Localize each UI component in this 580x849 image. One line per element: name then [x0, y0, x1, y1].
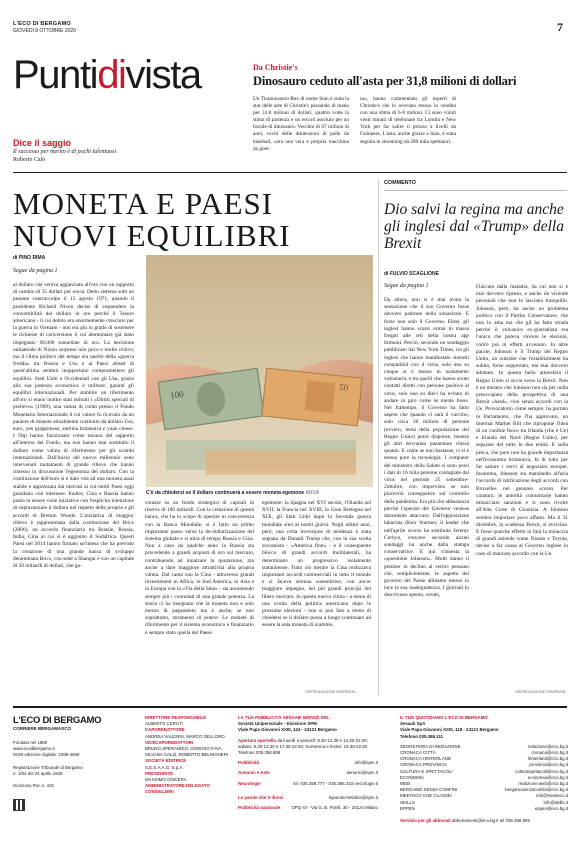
footer-line: ALBERTO CERUTI: [145, 721, 183, 727]
footer-contact-row: CRONACA PROVINCIA provincia@eco.bg.it: [400, 762, 568, 768]
footer-ad-title: LA TUA PUBBLICITÀ SESAAB SERVIZI SRL: [238, 715, 330, 720]
footer-contact-email[interactable]: info@skills.it: [543, 799, 568, 805]
footer-subscribers-email[interactable]: abbonamenti@eco.bg.it tel 035.358.899: [451, 818, 530, 824]
footer-info-left: [13, 740, 123, 811]
saggio-title: Dice il saggio: [13, 138, 72, 148]
commentary-credit: ©RIPRODUZIONE RISERVATA: [515, 690, 566, 694]
footer-contact-email[interactable]: bergamosenzaconfini@eco.bg.it: [505, 787, 568, 793]
footer-newspaper-contacts: [400, 715, 568, 824]
footer-contacts-phone: Telefono 035.386.111: [400, 733, 444, 739]
footer-line: SILVANA CALZI, ROBERTO BELINGHERI: [145, 752, 229, 758]
footer-line: BRUNO SPERANDIO, GIORGIO FAVA: [145, 746, 222, 752]
publication-date: GIOVEDÌ 8 OTTOBRE 2020: [13, 28, 76, 34]
footer-line: Iscrizione Roc n. 432: [13, 783, 54, 789]
footer-contact-row: BERGAMO SENZA CONFINI bergamosenzaconfini@eco.bg.it: [400, 787, 568, 793]
footer-contacts-company: Sesaab SpA: [400, 721, 426, 727]
footer-line: VICECAPOREDATTORI: [145, 739, 194, 745]
footer-contact-email[interactable]: culturaspettacoli@eco.bg.it: [515, 768, 568, 774]
footer-ad-email[interactable]: leparolechetidirei@spm.it: [328, 794, 378, 800]
footer-advertising: [238, 715, 378, 811]
footer-ad-row: Pubblicità info@spm.it: [238, 760, 378, 766]
christie-kicker: Da Christie's: [253, 63, 298, 72]
footer-staff: [145, 715, 230, 796]
footer-contact-email[interactable]: provincia@eco.bg.it: [529, 762, 568, 768]
christie-headline: Dinosauro ceduto all'asta per 31,8 milioni di dollari: [253, 74, 517, 88]
main-headline: MONETA E PAESI NUOVI EQUILIBRI: [13, 186, 291, 253]
footer-website-link[interactable]: www.ecodibergamo.it: [13, 746, 55, 752]
footer-contact-row: MEETECO CHE CLASSE! info@meeteco.it: [400, 793, 568, 799]
footer-ad-address: Viale Papa Giovanni XXIII, 124 - 24121 Bergamo: [238, 727, 337, 733]
footer-contact-row: CRONACA CITTÀ cronaca@eco.bg.it: [400, 750, 568, 756]
footer-contact-row: ECONOMIA economia@eco.bg.it: [400, 774, 568, 780]
footer-contacts-title: IL TUO QUOTIDIANO L'ECO DI BERGAMO: [400, 715, 488, 720]
footer-divider: [13, 706, 567, 708]
footer-ad-company: Società Unipersonale - Divisione SPM: [238, 721, 317, 727]
footer-subscribers: Servizio per gli abbonati abbonamenti@eco.bg.it tel 035.358.899: [400, 818, 530, 824]
svg-text:100: 100: [169, 388, 185, 401]
divider: [13, 172, 567, 173]
main-column-1: al dollaro che veniva agganciato all'oro con un rapporto di cambio di 35 dollari per oncia. Detto sistema subì un pesante contraccolpo il 15 agosto 1971, quando il presidente Richard Nixon decise di sospendere la convertibilità del dollaro in oro perché il Tesoro americano - il cui debito era enormemente cresciuto per la guerra in Vietnam - non era più in grado di sostenere le richieste di conversione il cui ammontare già stato impegnato 90.000 tonnellate di oro. La decisione unilaterale di Nixon sorprese non poco e molto critico, ma il clima politico del tempo era quello della «guerra fredda» tra Russia e Usa e ai Paesi alleati di quest'ultima sembrò inopportuno compromettere gli equilibri. Stati Uniti e Occidentali con gli Usa, grazie alla sua potenza economica e militare, garantì gli equilibri internazionali. Per stabilire un riferimento all'oro si erano inoltre stati istituiti i «Diritti speciali di prelievo» (1969), una valuta di conto presso il Fondo Monetario Internazionale il cui valore fu ricavato da un paniere di monete attualmente costituito da dollaro Usa, euro, yen giapponese, sterlina britannica e yuan cinese. I Dsp hanno funzionato come misura del rapporto all'interno del Fondo, ma non hanno mai sostituito il dollaro come valuta di riferimento per gli scambi internazionali. Dall'inizio del nuovo millennio sono intervenuti mutamenti di grande rilievo che hanno rimesso in discussione l'egemonia del dollaro. Con la costituzione dell'euro si è dato vita ad una moneta assai stabile e apprezzata dai mercati ai cui molti Paesi oggi guardano con interesse. Inoltre, Cina e Russia hanno posto in essere varie iniziative con l'esplicita intenzione di sopravanzare il dollaro nel rispetto delle proprie e gli accordi di Bretton Woods. L'iniziativa di maggior rilievo è rappresentata dalla costituzione dei Brics (2006), un accordo finanziario tra Brasile, Russia, India, Cina ai cui si è aggiunto il Sudafrica. Questi Paesi nel 2014 hanno firmato un'intesa che ha previsto la creazione di una grande banca di sviluppo denominata Brics, con sede a Shangai e con un capitale di 50 miliardi di dollari, che ga-: [13, 282, 134, 569]
footer-line: CONSIGLIERI: [145, 789, 174, 795]
footer-ad-email[interactable]: annunci@spm.it: [346, 770, 378, 776]
footer-logo-sub: CORRIERE BERGAMASCO: [13, 726, 72, 731]
svg-text:50: 50: [338, 381, 349, 393]
footer-line: CAPOREDATTORE: [145, 727, 185, 733]
commentary-headline: Dio salvi la regina ma anche gli inglesi dal «Trump» della Brexit: [384, 201, 564, 252]
commentary-column-2: Fiaccato dalla malattia, da cui non si è mai davvero ripreso, e anche da vicende personali che non lo lasciano tranquillo. Johnson, però, ha anche un problema politico con il Partito Conservatore, che non lo ama ma che gli ha fatto strada perché il vulcanico ex-giornalista era l'unico che poteva vincere le elezioni, com'è poi in effetti avvenuto. In altre parole, Johnson è il Trump del Regno Unito, un outsider che l'establishment ha subito, forse sopportato, ma mai davvero adottato. In questa bella atmosfera il Regno Unito si avvia verso la Brexit. Non è un mistero che Johnson non sia per nulla preoccupato della prospettiva di una Brexit «hard», cioè senza accordi con la Ue. Provocatorio come sempre, ha portato in Parlamento, che l'ha approvato, un Internal Market Bill che ripropone l'idea di un confine fisico tra Irlanda (che è Ue) e Irlanda del Nord (Regno Unito), per separare del tutto le due entità. E sulla pesca, che pure non ha grande importanza nell'economia britannica, fa di tutto per far saltare i servi al negoziato europei. Insomma, Johnson sta mandando all'aria l'accordo di ratificazione degli accordi con Bruxelles nel gennaio scorso. Per caratura, le autorità comunitarie hanno minacciato sanzioni e si sono rivolte all'Alta Corte di Giustizia. A Johnson sembra importare poco affatto. Ma il 31 dicembre, la scadenza Brexit, si avvicina. E forse qualche effetto lo farà la minaccia di grandi aziende come Nissan e Toyota, decise a far causa al Governo inglese in caso di mancato accordo con la Ue.: [476, 284, 568, 557]
footer-contact-row: CULTURA E SPETTACOLI culturaspettacoli@eco.bg.it: [400, 768, 568, 774]
saggio-author: Roberto Calò: [13, 157, 46, 163]
footer-line: Registrazione Tribunale di Bergamo: [13, 764, 83, 770]
main-follow-note: Segue da pagina 1: [13, 268, 58, 274]
footer-contact-row: EPPEN eppen@eco.bg.it: [400, 805, 568, 811]
main-column-2: contare su un fondo strategico di capitali di riserva di 100 miliardi. Con la creazione di questa banca, che ha lo scopo di operare in concorrenza con la Banca Mondiale, si è fatto un primo importante passo verso la de-dollarizzazione del sistema globale e si mira di tempo Russia e Cina. Non a caso da qualche anno la Russia sta procedendo a grandi acquisti di oro sul mercato, contribuendo ad innalzare la quotazione, ma anche a dare maggiore attrattività alla propria valuta. Dal canto suo la Cina - attraverso grandi investimenti in Africa, in Sud America, in Asia e in Europa con la «Via della Seta» - sta assumendo sempre più i connotati di una grande potenza. La storia ci ha insegnato che la moneta non è solo mezzo di pagamento ma è anche, se non soprattutto, strumento di potere. Le monete di riferimento per il sistema economico e finanziario è sempre stato quella del Paese: [145, 500, 254, 636]
footer-line: AMMINISTRATORE DELEGATO: [145, 783, 211, 789]
page-number: 7: [557, 20, 563, 34]
footer-contact-email[interactable]: redazione.web@eco.bg.it: [518, 781, 568, 787]
main-author: di PINO RIMA: [13, 255, 46, 261]
commentary-follow-note: Segue da pagina 1: [384, 283, 429, 289]
footer-logo: L'ECO DI BERGAMO: [13, 715, 102, 726]
section-logo: Puntidivista: [13, 53, 201, 97]
christie-column-2: ra», hanno commentato gli esperti di Christie's che lo avevano messo in vendita con una stima di 6-8 milioni. Ci sono voluti venti minuti di telefonate tra Londra e New York per far salire il prezzo a livelli da Guinness. L'asta, anche grazie a Stan, è stata seguita in streaming da 280 mila spettatori.: [360, 96, 456, 145]
footer-line: n. 1/84 del 24 aprile 1949: [13, 770, 63, 776]
footer-line: ANDREA VALESINI, MARCO DELLORO: [145, 733, 225, 739]
saggio-subtitle: Il successo per merito è di pochi talentuosi: [13, 149, 117, 155]
footer-line: PRESIDENTE: [145, 770, 174, 776]
footer-ad-row: Annunci e Aste annunci@spm.it: [238, 770, 378, 776]
footer-contact-row: SKILLS info@skills.it: [400, 799, 568, 805]
footer-contact-email[interactable]: cronaca@eco.bg.it: [531, 750, 568, 756]
footer-contact-email[interactable]: eppen@eco.bg.it: [534, 805, 568, 811]
footer-line: MASSIMO CINCERA: [145, 777, 187, 783]
footer-ad-row: Le parole che ti diresi leparolechetidirei@spm.it: [238, 794, 378, 800]
commentary-author: di FULVIO SCAGLIONE: [384, 271, 439, 277]
money-photo: [146, 255, 373, 487]
footer-contact-email[interactable]: economia@eco.bg.it: [527, 774, 568, 780]
commentary-tag: COMMENTO: [384, 180, 416, 186]
footer-staff-title: DIRETTORE RESPONSABILE: [145, 715, 207, 720]
footer-line: Fondato nel 1880: [13, 740, 48, 745]
footer-ad-row: Necrologie tel. 035.358.777 - 035.386.333 necrologie.it: [238, 780, 378, 786]
footer-ad-hours: Apertura sportello da lunedì a venerdì: 8.30-12.30 e 14.30-22.00; sabato: 8.30-12.30 e 17.30-22.00; Domenica e festivi: 15.30-22.00 Telefono 035.358.888: [238, 737, 368, 756]
commentary-column-1: Da allora, non si è mai avuta la sensazione che il suo Governo fosse davvero padrone della situazione. E forse non solo il Governo. Ebrei, gli inglesi hanno scarsi ormai in massa fregati alle reti della nostra app Immuni. Perciò, secondo un sondaggio pubblicato dal New York Times, tra gli inglesi che hanno manifestato sintomi compatibili con il virus, solo uno su cinque si è messo in isolamento volontario; e tra quelli che hanno avuto contatti diretti con persone positive al virus, solo uno su dieci ha evitato di andare in giro come se niente fosse. Nel frattempo, il Governo ha fatto sapere che quando ci sarà il vaccino, solo circa 30 milioni di persone (ovvero, metà della popolazione del Regno Unito) potrà disporne, mentre gli altri dovranno pazientare chissà quanto. E come se non bastasse, ci si è messa pure la tecnologia. I computer del ministero della Salute si sono persi i dati di 16 mila persone contagiate dal virus nel periodo 25 settembre-2ottobre, con imprevisto se non piacevoli conseguenze sul controllo della pandemia. Era più che abbastanza perché l'operato del Governo venisse duramente attaccato. Dall'opposizione laburista (Keir Starmer, il leader che nell'aprile scorso ha sostituito Jeremy Corbyn, crescere secondo alcuni sondaggi ha anche dalla stampa conservatrice. E qui s'innesta la «questione Johnson». Molti danno il premier in declino al vertici pensano che, semplicemente, le aspetta del governo del Paese abbiamo messo in luce la sua inadeguatezza. I giornali lo descrivono spento, cerato,: [384, 297, 469, 599]
christie-column-1: Un Tirannosauro Rex di nome Stan è stata la star delle aste di Christie's passando di mano per 31,8 milioni di dollari, quattro volte la stima di partenza e un record assoluto per un fossile di dinosauro. Vecchio di 67 milioni di anni, occhi delle dimensioni di palle da baseball, «era una vera e propria macchina da guer-: [253, 96, 349, 152]
footer-line: S.E.S.A.A.G. S.p.A.: [145, 764, 184, 770]
footer-contact-email[interactable]: redazione@eco.bg.it: [527, 743, 568, 749]
footer-contact-email[interactable]: hinterland@eco.bg.it: [527, 756, 568, 762]
qr-code-icon: [13, 799, 25, 811]
footer-line: SOCIETÀ EDITRICE: [145, 758, 187, 764]
publication-name: L'ECO DI BERGAMO: [13, 21, 71, 27]
main-credit: ©RIPRODUZIONE RISERVATA: [305, 690, 356, 694]
footer-contact-row: SEGRETERIA DI REDAZIONE redazione@eco.bg.it: [400, 743, 568, 749]
footer-ad-row: Pubblicità nazionale OPQ srl - Via G. B. Pirelli, 30 - 20124 Milano: [238, 805, 378, 811]
footer-line: ISSN edizione digitale: 2499-4669: [13, 752, 80, 758]
commentary-rule: [384, 190, 567, 191]
photo-caption: C'è da chiedersi se il dollaro continuerà a essere moneta egemone ANSA: [146, 490, 320, 496]
footer-ad-email[interactable]: info@spm.it: [354, 760, 378, 766]
column-divider: [378, 180, 379, 695]
footer-contact-email[interactable]: info@meeteco.it: [536, 793, 568, 799]
footer-contact-row: WEB redazione.web@eco.bg.it: [400, 781, 568, 787]
footer-contacts-address: Viale Papa Giovanni XXIII, 118 - 24121 Bergamo: [400, 727, 499, 733]
main-column-3: egemone: la Spagna nel XVI secolo, l'Olanda nel XVII, la Francia nel XVIII, la Gran Bretagna nel XIX, gli Stati Uniti dopo la Seconda guerra mondiale sino ai nostri giorni. Negli ultimi anni, però, una certa inversione di tendenza è stata segnata da Donald Trump che, con la sua scelta sovranista - «America first» - e il conseguente blocco di grandi accordi multilaterali, ha determinato un progressivo isolamento statunitense. Tutto ciò mentre la Cina realizzava importanti accordi commerciali in tutto il mondo e si faceva strenua sostenitrice, con ancor maggiore impegno, dei più grandi principi del libero mercato. In questo nuovo clima - a meno di una svolta della politica americana dopo le prossime elezioni - non si può fare a meno di chiedersi se il dollaro possa a lungo continuare ad essere la sola moneta di scambio.: [262, 500, 371, 629]
money-photo-illustration: [146, 255, 373, 487]
footer-contact-row: CRONACA HINTERLAND hinterland@eco.bg.it: [400, 756, 568, 762]
